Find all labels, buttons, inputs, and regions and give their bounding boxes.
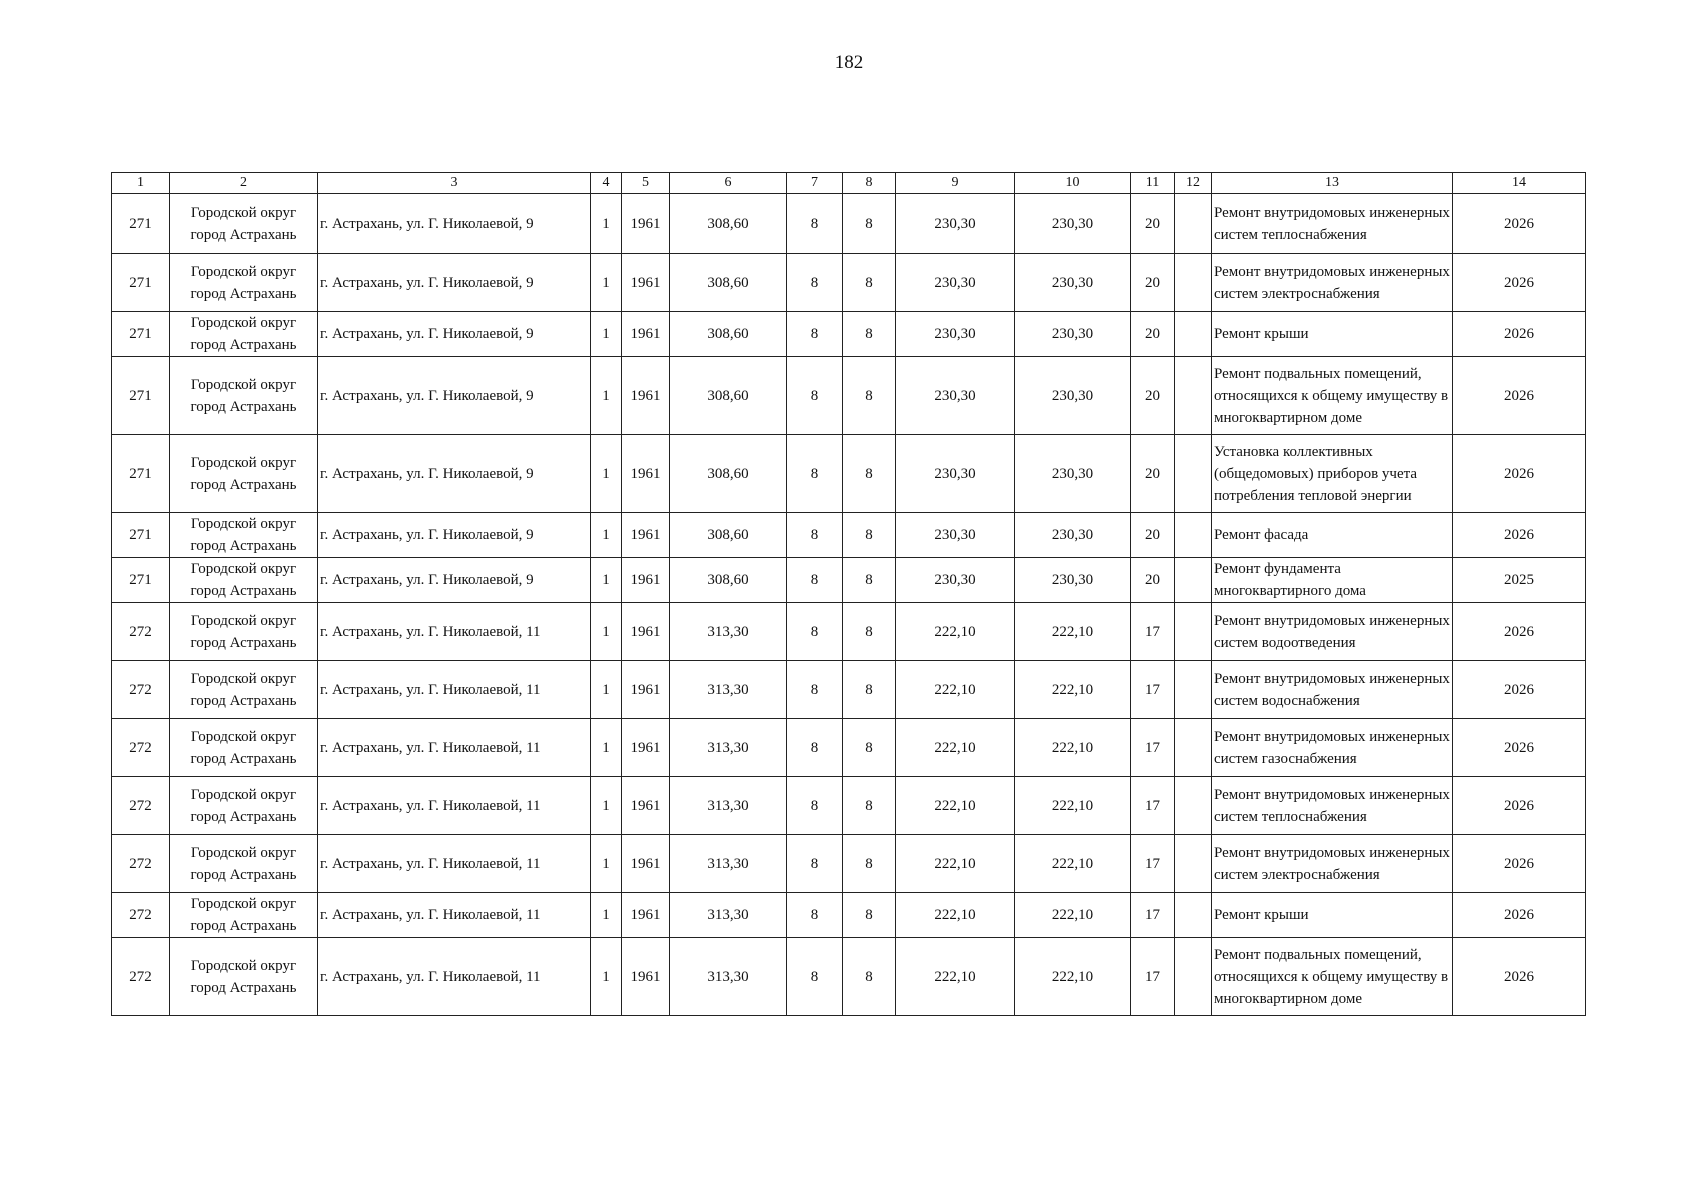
table-row (112, 357, 1586, 435)
total-area-cell: 313,30 (670, 661, 787, 719)
col12-cell (1175, 777, 1212, 835)
municipality-cell: Городской округ город Астрахань (170, 513, 318, 558)
col8-cell: 8 (843, 603, 896, 661)
municipality-cell: Городской округ город Астрахань (170, 194, 318, 254)
row-number-cell: 271 (112, 513, 170, 558)
col7-cell: 8 (787, 835, 843, 893)
row-number-cell: 271 (112, 312, 170, 357)
work-type-cell: Ремонт крыши (1212, 893, 1453, 938)
header-row (112, 173, 1586, 194)
address-cell: г. Астрахань, ул. Г. Николаевой, 11 (318, 661, 591, 719)
year-built-cell: 1961 (622, 938, 670, 1016)
municipality-cell: Городской округ город Астрахань (170, 777, 318, 835)
row-number-cell: 272 (112, 661, 170, 719)
address-cell: г. Астрахань, ул. Г. Николаевой, 9 (318, 513, 591, 558)
planned-year-cell: 2026 (1453, 435, 1586, 513)
col10-cell: 222,10 (1015, 661, 1131, 719)
column-header-1: 1 (112, 173, 170, 194)
repair-registry-table (111, 172, 1586, 1016)
col12-cell (1175, 893, 1212, 938)
col10-cell: 230,30 (1015, 558, 1131, 603)
col7-cell: 8 (787, 661, 843, 719)
address-cell: г. Астрахань, ул. Г. Николаевой, 9 (318, 312, 591, 357)
col7-cell: 8 (787, 254, 843, 312)
column-header-13: 13 (1212, 173, 1453, 194)
municipality-cell: Городской округ город Астрахань (170, 661, 318, 719)
col4-cell: 1 (591, 194, 622, 254)
address-cell: г. Астрахань, ул. Г. Николаевой, 11 (318, 893, 591, 938)
col9-cell: 230,30 (896, 357, 1015, 435)
col10-cell: 230,30 (1015, 312, 1131, 357)
municipality-cell: Городской округ город Астрахань (170, 357, 318, 435)
year-built-cell: 1961 (622, 435, 670, 513)
col11-cell: 17 (1131, 719, 1175, 777)
column-header-7: 7 (787, 173, 843, 194)
table-row (112, 312, 1586, 357)
col10-cell: 230,30 (1015, 357, 1131, 435)
col9-cell: 230,30 (896, 194, 1015, 254)
row-number-cell: 272 (112, 777, 170, 835)
col7-cell: 8 (787, 312, 843, 357)
col12-cell (1175, 558, 1212, 603)
col12-cell (1175, 513, 1212, 558)
column-header-2: 2 (170, 173, 318, 194)
address-cell: г. Астрахань, ул. Г. Николаевой, 11 (318, 603, 591, 661)
table-row (112, 938, 1586, 1016)
year-built-cell: 1961 (622, 357, 670, 435)
year-built-cell: 1961 (622, 835, 670, 893)
col4-cell: 1 (591, 938, 622, 1016)
year-built-cell: 1961 (622, 254, 670, 312)
row-number-cell: 271 (112, 357, 170, 435)
row-number-cell: 271 (112, 254, 170, 312)
column-header-8: 8 (843, 173, 896, 194)
row-number-cell: 271 (112, 194, 170, 254)
year-built-cell: 1961 (622, 312, 670, 357)
page-number: 182 (834, 52, 864, 73)
work-type-cell: Ремонт внутридомовых инженерных систем теплоснабжения (1212, 777, 1453, 835)
col7-cell: 8 (787, 719, 843, 777)
municipality-cell: Городской округ город Астрахань (170, 254, 318, 312)
total-area-cell: 308,60 (670, 312, 787, 357)
municipality-cell: Городской округ город Астрахань (170, 603, 318, 661)
col4-cell: 1 (591, 661, 622, 719)
year-built-cell: 1961 (622, 777, 670, 835)
address-cell: г. Астрахань, ул. Г. Николаевой, 11 (318, 777, 591, 835)
planned-year-cell: 2026 (1453, 357, 1586, 435)
year-built-cell: 1961 (622, 603, 670, 661)
table-row (112, 661, 1586, 719)
year-built-cell: 1961 (622, 513, 670, 558)
col4-cell: 1 (591, 558, 622, 603)
address-cell: г. Астрахань, ул. Г. Николаевой, 9 (318, 357, 591, 435)
planned-year-cell: 2026 (1453, 254, 1586, 312)
col8-cell: 8 (843, 938, 896, 1016)
table-row (112, 254, 1586, 312)
col9-cell: 222,10 (896, 719, 1015, 777)
column-header-4: 4 (591, 173, 622, 194)
table-row (112, 435, 1586, 513)
planned-year-cell: 2026 (1453, 513, 1586, 558)
col11-cell: 20 (1131, 558, 1175, 603)
municipality-cell: Городской округ город Астрахань (170, 719, 318, 777)
col8-cell: 8 (843, 777, 896, 835)
table-row (112, 194, 1586, 254)
year-built-cell: 1961 (622, 719, 670, 777)
table-row (112, 893, 1586, 938)
total-area-cell: 313,30 (670, 719, 787, 777)
column-header-3: 3 (318, 173, 591, 194)
planned-year-cell: 2026 (1453, 777, 1586, 835)
work-type-cell: Ремонт внутридомовых инженерных систем газоснабжения (1212, 719, 1453, 777)
col4-cell: 1 (591, 435, 622, 513)
col4-cell: 1 (591, 254, 622, 312)
col4-cell: 1 (591, 835, 622, 893)
year-built-cell: 1961 (622, 661, 670, 719)
total-area-cell: 308,60 (670, 558, 787, 603)
year-built-cell: 1961 (622, 893, 670, 938)
col12-cell (1175, 835, 1212, 893)
col9-cell: 222,10 (896, 835, 1015, 893)
col10-cell: 222,10 (1015, 777, 1131, 835)
municipality-cell: Городской округ город Астрахань (170, 558, 318, 603)
col7-cell: 8 (787, 558, 843, 603)
address-cell: г. Астрахань, ул. Г. Николаевой, 11 (318, 835, 591, 893)
address-cell: г. Астрахань, ул. Г. Николаевой, 9 (318, 435, 591, 513)
col7-cell: 8 (787, 357, 843, 435)
col12-cell (1175, 435, 1212, 513)
col9-cell: 230,30 (896, 558, 1015, 603)
table-row (112, 603, 1586, 661)
col8-cell: 8 (843, 835, 896, 893)
column-header-14: 14 (1453, 173, 1586, 194)
table-row (112, 558, 1586, 603)
col8-cell: 8 (843, 661, 896, 719)
table-row (112, 777, 1586, 835)
year-built-cell: 1961 (622, 558, 670, 603)
col9-cell: 230,30 (896, 254, 1015, 312)
col4-cell: 1 (591, 719, 622, 777)
total-area-cell: 308,60 (670, 254, 787, 312)
planned-year-cell: 2026 (1453, 603, 1586, 661)
col9-cell: 222,10 (896, 661, 1015, 719)
planned-year-cell: 2026 (1453, 194, 1586, 254)
municipality-cell: Городской округ город Астрахань (170, 938, 318, 1016)
column-header-6: 6 (670, 173, 787, 194)
work-type-cell: Ремонт фасада (1212, 513, 1453, 558)
municipality-cell: Городской округ город Астрахань (170, 893, 318, 938)
col4-cell: 1 (591, 777, 622, 835)
column-header-12: 12 (1175, 173, 1212, 194)
work-type-cell: Ремонт подвальных помещений, относящихся к общему имуществу в многоквартирном доме (1212, 357, 1453, 435)
col11-cell: 20 (1131, 435, 1175, 513)
col10-cell: 230,30 (1015, 513, 1131, 558)
column-header-5: 5 (622, 173, 670, 194)
col7-cell: 8 (787, 603, 843, 661)
col11-cell: 20 (1131, 357, 1175, 435)
col10-cell: 222,10 (1015, 893, 1131, 938)
col10-cell: 222,10 (1015, 603, 1131, 661)
col9-cell: 222,10 (896, 777, 1015, 835)
column-header-11: 11 (1131, 173, 1175, 194)
col4-cell: 1 (591, 312, 622, 357)
planned-year-cell: 2026 (1453, 835, 1586, 893)
col11-cell: 20 (1131, 312, 1175, 357)
col7-cell: 8 (787, 893, 843, 938)
row-number-cell: 271 (112, 435, 170, 513)
address-cell: г. Астрахань, ул. Г. Николаевой, 11 (318, 719, 591, 777)
planned-year-cell: 2025 (1453, 558, 1586, 603)
planned-year-cell: 2026 (1453, 938, 1586, 1016)
planned-year-cell: 2026 (1453, 661, 1586, 719)
col10-cell: 222,10 (1015, 938, 1131, 1016)
work-type-cell: Ремонт внутридомовых инженерных систем водоснабжения (1212, 661, 1453, 719)
col12-cell (1175, 312, 1212, 357)
work-type-cell: Ремонт крыши (1212, 312, 1453, 357)
work-type-cell: Ремонт фундамента многоквартирного дома (1212, 558, 1453, 603)
col12-cell (1175, 938, 1212, 1016)
col9-cell: 222,10 (896, 603, 1015, 661)
total-area-cell: 313,30 (670, 893, 787, 938)
col8-cell: 8 (843, 357, 896, 435)
work-type-cell: Ремонт внутридомовых инженерных систем водоотведения (1212, 603, 1453, 661)
col11-cell: 20 (1131, 513, 1175, 558)
col7-cell: 8 (787, 777, 843, 835)
table-row (112, 835, 1586, 893)
address-cell: г. Астрахань, ул. Г. Николаевой, 11 (318, 938, 591, 1016)
col8-cell: 8 (843, 254, 896, 312)
total-area-cell: 313,30 (670, 777, 787, 835)
col10-cell: 230,30 (1015, 254, 1131, 312)
col9-cell: 230,30 (896, 435, 1015, 513)
col8-cell: 8 (843, 312, 896, 357)
col9-cell: 222,10 (896, 893, 1015, 938)
col8-cell: 8 (843, 194, 896, 254)
col11-cell: 20 (1131, 254, 1175, 312)
col10-cell: 230,30 (1015, 435, 1131, 513)
row-number-cell: 272 (112, 835, 170, 893)
table-row (112, 513, 1586, 558)
total-area-cell: 308,60 (670, 194, 787, 254)
address-cell: г. Астрахань, ул. Г. Николаевой, 9 (318, 254, 591, 312)
row-number-cell: 272 (112, 719, 170, 777)
col9-cell: 230,30 (896, 513, 1015, 558)
col9-cell: 230,30 (896, 312, 1015, 357)
col11-cell: 17 (1131, 603, 1175, 661)
col8-cell: 8 (843, 513, 896, 558)
col11-cell: 20 (1131, 194, 1175, 254)
col12-cell (1175, 661, 1212, 719)
col4-cell: 1 (591, 357, 622, 435)
planned-year-cell: 2026 (1453, 893, 1586, 938)
row-number-cell: 272 (112, 893, 170, 938)
col12-cell (1175, 603, 1212, 661)
municipality-cell: Городской округ город Астрахань (170, 835, 318, 893)
col7-cell: 8 (787, 513, 843, 558)
col8-cell: 8 (843, 719, 896, 777)
col11-cell: 17 (1131, 893, 1175, 938)
work-type-cell: Ремонт внутридомовых инженерных систем электроснабжения (1212, 254, 1453, 312)
col8-cell: 8 (843, 558, 896, 603)
row-number-cell: 272 (112, 938, 170, 1016)
col4-cell: 1 (591, 513, 622, 558)
col10-cell: 230,30 (1015, 194, 1131, 254)
total-area-cell: 308,60 (670, 435, 787, 513)
municipality-cell: Городской округ город Астрахань (170, 312, 318, 357)
col8-cell: 8 (843, 435, 896, 513)
col4-cell: 1 (591, 603, 622, 661)
row-number-cell: 271 (112, 558, 170, 603)
total-area-cell: 308,60 (670, 513, 787, 558)
col11-cell: 17 (1131, 938, 1175, 1016)
col12-cell (1175, 254, 1212, 312)
table-body (112, 194, 1586, 1016)
work-type-cell: Ремонт подвальных помещений, относящихся к общему имуществу в многоквартирном доме (1212, 938, 1453, 1016)
municipality-cell: Городской округ город Астрахань (170, 435, 318, 513)
col7-cell: 8 (787, 194, 843, 254)
col10-cell: 222,10 (1015, 835, 1131, 893)
row-number-cell: 272 (112, 603, 170, 661)
col12-cell (1175, 357, 1212, 435)
col11-cell: 17 (1131, 835, 1175, 893)
work-type-cell: Ремонт внутридомовых инженерных систем теплоснабжения (1212, 194, 1453, 254)
col9-cell: 222,10 (896, 938, 1015, 1016)
total-area-cell: 308,60 (670, 357, 787, 435)
column-header-9: 9 (896, 173, 1015, 194)
total-area-cell: 313,30 (670, 938, 787, 1016)
total-area-cell: 313,30 (670, 835, 787, 893)
col12-cell (1175, 719, 1212, 777)
address-cell: г. Астрахань, ул. Г. Николаевой, 9 (318, 194, 591, 254)
col12-cell (1175, 194, 1212, 254)
col10-cell: 222,10 (1015, 719, 1131, 777)
col7-cell: 8 (787, 938, 843, 1016)
work-type-cell: Установка коллективных (общедомовых) приборов учета потребления тепловой энергии (1212, 435, 1453, 513)
work-type-cell: Ремонт внутридомовых инженерных систем электроснабжения (1212, 835, 1453, 893)
col4-cell: 1 (591, 893, 622, 938)
address-cell: г. Астрахань, ул. Г. Николаевой, 9 (318, 558, 591, 603)
col8-cell: 8 (843, 893, 896, 938)
table-row (112, 719, 1586, 777)
year-built-cell: 1961 (622, 194, 670, 254)
column-header-10: 10 (1015, 173, 1131, 194)
col11-cell: 17 (1131, 777, 1175, 835)
planned-year-cell: 2026 (1453, 719, 1586, 777)
col7-cell: 8 (787, 435, 843, 513)
total-area-cell: 313,30 (670, 603, 787, 661)
col11-cell: 17 (1131, 661, 1175, 719)
table-header (112, 173, 1586, 194)
planned-year-cell: 2026 (1453, 312, 1586, 357)
